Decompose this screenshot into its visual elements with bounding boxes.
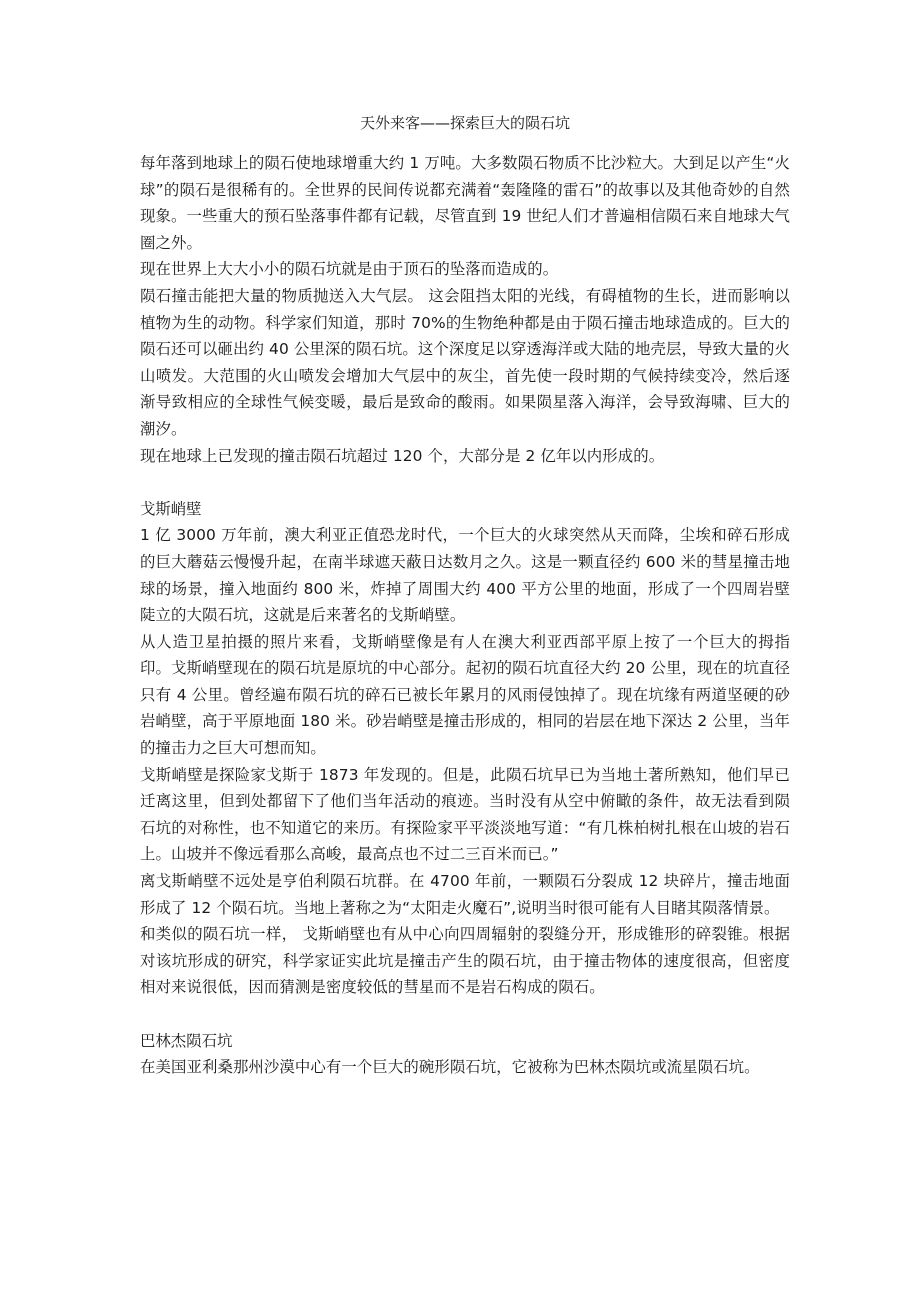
section1-paragraph-5: 和类似的陨石坑一样， 戈斯峭壁也有从中心向四周辐射的裂缝分开，形成锥形的碎裂锥。根据对该坑形成的研究，科学家证实此坑是撞击产生的陨石坑，由于撞击物体的速度很高，但密度相对来说很低，因而猜测是密度较低的彗星而不是岩石构成的陨石。 (140, 925, 790, 997)
document-title: 天外来客——探索巨大的陨石坑 (359, 114, 570, 132)
document-page (140, 110, 790, 1081)
spacer (140, 469, 790, 496)
spacer (140, 1001, 790, 1028)
section-heading-barringer-crater: 巴林杰陨石坑 (140, 1031, 233, 1050)
section1-paragraph-1: 1 亿 3000 万年前，澳大利亚正值恐龙时代，一个巨大的火球突然从天而降，尘埃和碎石形成的巨大蘑菇云慢慢升起，在南半球遮天蔽日达数月之久。这是一颗直径约 600 米的彗星撞击地球的场景，撞入地面约 800 米，炸掉了周围大约 400 平方公里的地面，形成了一个四周岩壁陡立的大陨石坑，这就是后来著名的戈斯峭壁。 (140, 526, 790, 625)
section2-paragraph-1: 在美国亚利桑那州沙漠中心有一个巨大的碗形陨石坑，它被称为巴林杰陨坑或流星陨石坑。 (140, 1058, 760, 1077)
intro-paragraph-2: 现在世界上大大小小的陨石坑就是由于顶石的坠落而造成的。 (140, 260, 559, 279)
intro-paragraph-3: 陨石撞击能把大量的物质抛送入大气层。 这会阻挡太阳的光线，有碍植物的生长，进而影响以植物为生的动物。科学家们知道，那时 70%的生物绝种都是由于陨石撞击地球造成的。巨大的陨石还可以砸出约 40 公里深的陨石坑。这个深度足以穿透海洋或大陆的地壳层，导致大量的火山喷发。大范围的火山喷发会增加大气层中的灰尘，首先使一段时期的气候持续变冷，然后逐渐导致相应的全球性气候变暖，最后是致命的酸雨。如果陨星落入海洋，会导致海啸、巨大的潮汐。 (140, 286, 790, 438)
section1-paragraph-2: 从人造卫星拍摄的照片来看，戈斯峭壁像是有人在澳大利亚西部平原上按了一个巨大的拇指印。戈斯峭壁现在的陨石坑是原坑的中心部分。起初的陨石坑直径大约 20 公里，现在的坑直径只有 4 公里。曾经遍布陨石坑的碎石已被长年累月的风雨侵蚀掉了。现在坑缘有两道坚硬的砂岩峭壁，高于平原地面 180 米。砂岩峭壁是撞击形成的，相同的岩层在地下深达 2 公里，当年的撞击力之巨大可想而知。 (140, 632, 790, 758)
intro-paragraph-1: 每年落到地球上的陨石使地球增重大约 1 万吨。大多数陨石物质不比沙粒大。大到足以产生“火球”的陨石是很稀有的。全世界的民间传说都充满着“轰隆隆的雷石”的故事以及其他奇妙的自然现象。一些重大的预石坠落事件都有记载，尽管直到 19 世纪人们才普遍相信陨石来自地球大气圈之外。 (140, 154, 790, 252)
section1-paragraph-4: 离戈斯峭壁不远处是亨伯利陨石坑群。在 4700 年前，一颗陨石分裂成 12 块碎片，撞击地面形成了 12 个陨石坑。当地上著称之为“太阳走火魔石”,说明当时很可能有人目睹其陨落情景。 (140, 872, 790, 917)
section-heading-gosses-bluff: 戈斯峭壁 (140, 499, 202, 518)
intro-paragraph-4: 现在地球上已发现的撞击陨石坑超过 120 个，大部分是 2 亿年以内形成的。 (140, 446, 665, 465)
section1-paragraph-3: 戈斯峭壁是探险家戈斯于 1873 年发现的。但是，此陨石坑早已为当地土著所熟知，他们早已迁离这里，但到处都留下了他们当年活动的痕迹。当时没有从空中俯瞰的条件，故无法看到陨石坑的对称性，也不知道它的来历。有探险家平平淡淡地写道：“有几株柏树扎根在山坡的岩石上。山坡并不像远看那么高峻，最高点也不过二三百米而已。” (140, 765, 790, 864)
